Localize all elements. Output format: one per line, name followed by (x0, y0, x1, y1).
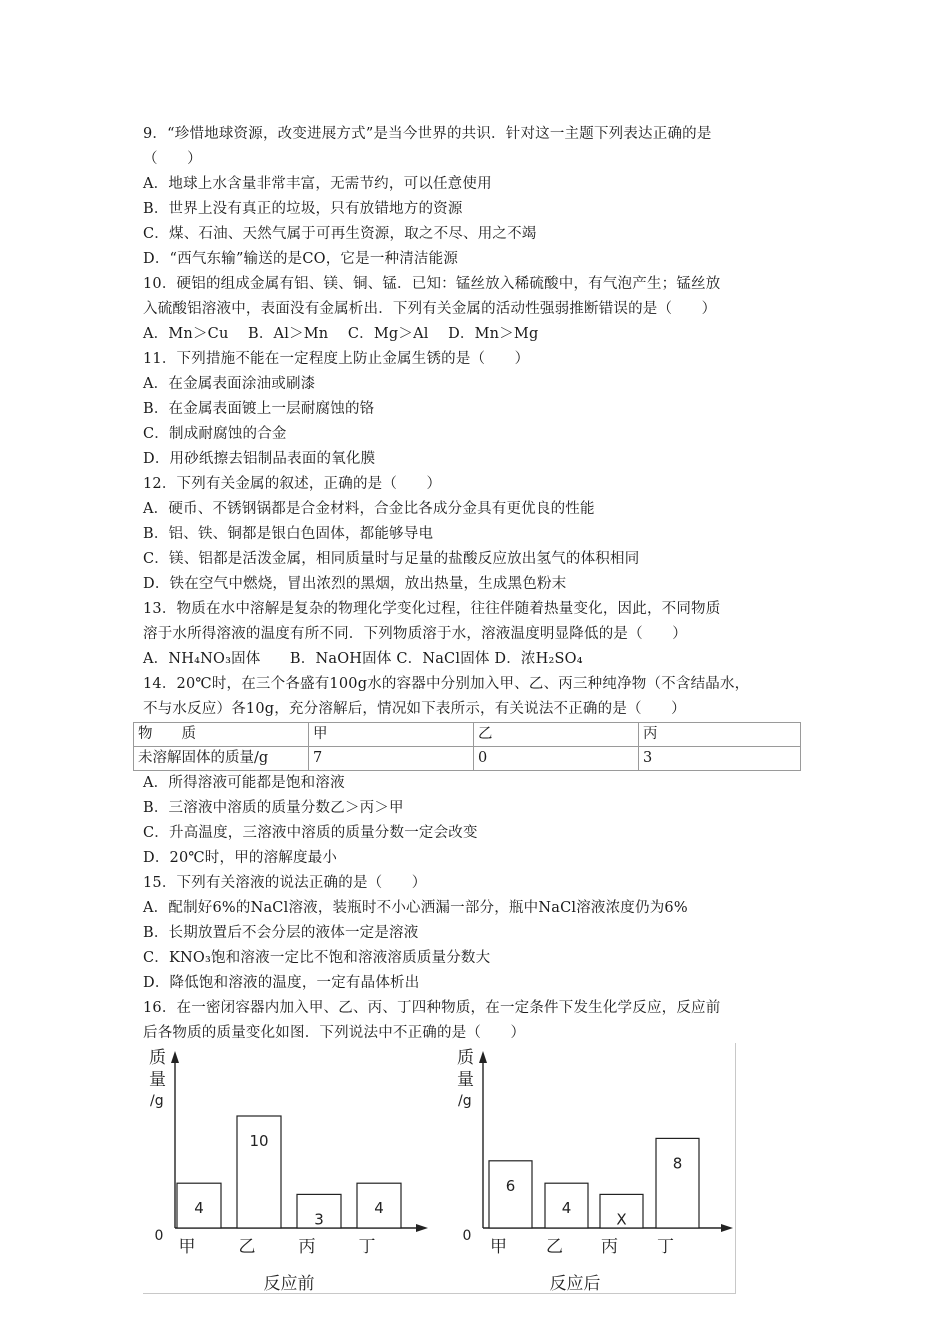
table-row (134, 747, 801, 771)
text-line: C．升高温度，三溶液中溶质的质量分数一定会改变 (143, 825, 478, 841)
text-line: D．用砂纸擦去铝制品表面的氧化膜 (143, 451, 376, 467)
text-line: 11．下列措施不能在一定程度上防止金属生锈的是（ ） (143, 351, 530, 367)
bar-value-label: 4 (194, 1199, 204, 1218)
text-line: C．制成耐腐蚀的合金 (143, 426, 287, 442)
text-line: A．在金属表面涂油或刷漆 (143, 376, 316, 392)
bar-value-label: 4 (374, 1199, 384, 1218)
text-line: A．地球上水含量非常丰富，无需节约，可以任意使用 (143, 176, 492, 192)
table-cell: 未溶解固体的质量/g (134, 747, 309, 771)
text-line: C．镁、铝都是活泼金属，相同质量时与足量的盐酸反应放出氢气的体积相同 (143, 551, 640, 567)
mass-change-figure (143, 1043, 736, 1294)
text-line: B．在金属表面镀上一层耐腐蚀的铬 (143, 401, 375, 417)
table-cell: 乙 (474, 723, 639, 747)
text-line: A．Mn＞Cu B．Al＞Mn C．Mg＞Al D．Mn＞Mg (143, 326, 539, 342)
table-cell: 7 (309, 747, 474, 771)
y-axis-arrow (171, 1051, 179, 1063)
bar-value-label: 4 (561, 1199, 572, 1218)
x-axis-arrow (416, 1224, 428, 1232)
bar (656, 1138, 699, 1228)
bar-value-label: 10 (249, 1132, 269, 1150)
category-label: 丙 (601, 1237, 618, 1257)
y-axis-arrow (479, 1051, 487, 1063)
bar-value-label: 8 (672, 1154, 683, 1173)
text-line: B．世界上没有真正的垃圾，只有放错地方的资源 (143, 201, 463, 217)
y-axis-label: 质 (457, 1048, 474, 1068)
questions-14-16 (143, 771, 823, 1046)
origin-label: 0 (462, 1228, 472, 1244)
chart-title: 反应前 (263, 1274, 315, 1293)
y-axis-label: 量 (457, 1070, 474, 1090)
bar-value-label: 3 (314, 1210, 324, 1229)
text-line: B．铝、铁、铜都是银白色固体，都能够导电 (143, 526, 434, 542)
y-axis-label: 量 (149, 1070, 166, 1090)
y-axis-label: /g (458, 1093, 472, 1109)
bar-charts-svg (143, 1043, 735, 1293)
solubility-table (133, 722, 801, 771)
bar-value-label: X (616, 1210, 627, 1229)
text-line: B．长期放置后不会分层的液体一定是溶液 (143, 925, 419, 941)
text-line: 溶于水所得溶液的温度有所不同．下列物质溶于水，溶液温度明显降低的是（ ） (143, 626, 687, 642)
y-axis-label: /g (150, 1093, 164, 1109)
questions-9-14 (143, 122, 823, 722)
x-axis-arrow (721, 1224, 733, 1232)
table-cell: 物 质 (134, 723, 309, 747)
category-label: 甲 (178, 1237, 196, 1257)
table-header-row (134, 723, 801, 747)
text-line: 13．物质在水中溶解是复杂的物理化学变化过程，往往伴随着热量变化，因此，不同物质 (143, 601, 721, 617)
category-label: 丁 (657, 1237, 674, 1257)
text-line: 不与水反应）各10g，充分溶解后，情况如下表所示，有关说法不正确的是（ ） (143, 701, 686, 717)
origin-label: 0 (154, 1228, 164, 1244)
text-line: A．NH₄NO₃固体 B．NaOH固体 C．NaCl固体 D．浓H₂SO₄ (143, 651, 583, 667)
chart-title: 反应后 (549, 1274, 601, 1293)
bar-value-label: 6 (505, 1176, 516, 1195)
text-line: （ ） (143, 151, 202, 167)
table-cell: 丙 (639, 723, 801, 747)
text-line: B．三溶液中溶质的质量分数乙＞丙＞甲 (143, 800, 404, 816)
text-line: D．铁在空气中燃烧，冒出浓烈的黑烟，放出热量，生成黑色粉末 (143, 576, 567, 592)
text-line: A．硬币、不锈钢锅都是合金材料，合金比各成分金具有更优良的性能 (143, 501, 595, 517)
text-line: 15．下列有关溶液的说法正确的是（ ） (143, 875, 427, 891)
text-line: D．“西气东输”输送的是CO，它是一种清洁能源 (143, 251, 459, 267)
text-line: D．降低饱和溶液的温度，一定有晶体析出 (143, 975, 420, 991)
category-label: 乙 (546, 1237, 563, 1257)
text-line: A．所得溶液可能都是饱和溶液 (143, 775, 345, 791)
text-line: 14．20℃时，在三个各盛有100g水的容器中分别加入甲、乙、丙三种纯净物（不含结晶水， (143, 676, 750, 692)
text-line: 12．下列有关金属的叙述，正确的是（ ） (143, 476, 442, 492)
table-cell: 0 (474, 747, 639, 771)
text-line: 9．“珍惜地球资源，改变进展方式”是当今世界的共识．针对这一主题下列表达正确的是 (143, 126, 712, 142)
table-cell: 3 (639, 747, 801, 771)
text-line: 后各物质的质量变化如图．下列说法中不正确的是（ ） (143, 1025, 526, 1041)
category-label: 乙 (238, 1237, 256, 1257)
question-page (138, 122, 823, 1046)
category-label: 甲 (490, 1237, 507, 1257)
text-line: C．煤、石油、天然气属于可再生资源，取之不尽、用之不竭 (143, 226, 537, 242)
text-line: C．KNO₃饱和溶液一定比不饱和溶液溶质质量分数大 (143, 950, 491, 966)
text-line: A．配制好6%的NaCl溶液，装瓶时不小心洒漏一部分，瓶中NaCl溶液浓度仍为6% (143, 900, 688, 916)
category-label: 丙 (298, 1237, 316, 1257)
text-line: D．20℃时，甲的溶解度最小 (143, 850, 338, 866)
category-label: 丁 (358, 1237, 376, 1257)
y-axis-label: 质 (149, 1048, 166, 1068)
table-cell: 甲 (309, 723, 474, 747)
text-line: 入硫酸铝溶液中，表面没有金属析出．下列有关金属的活动性强弱推断错误的是（ ） (143, 301, 717, 317)
text-line: 10．硬铝的组成金属有铝、镁、铜、锰．已知：锰丝放入稀硫酸中，有气泡产生；锰丝放 (143, 276, 721, 292)
text-line: 16．在一密闭容器内加入甲、乙、丙、丁四种物质，在一定条件下发生化学反应，反应前 (143, 1000, 721, 1016)
